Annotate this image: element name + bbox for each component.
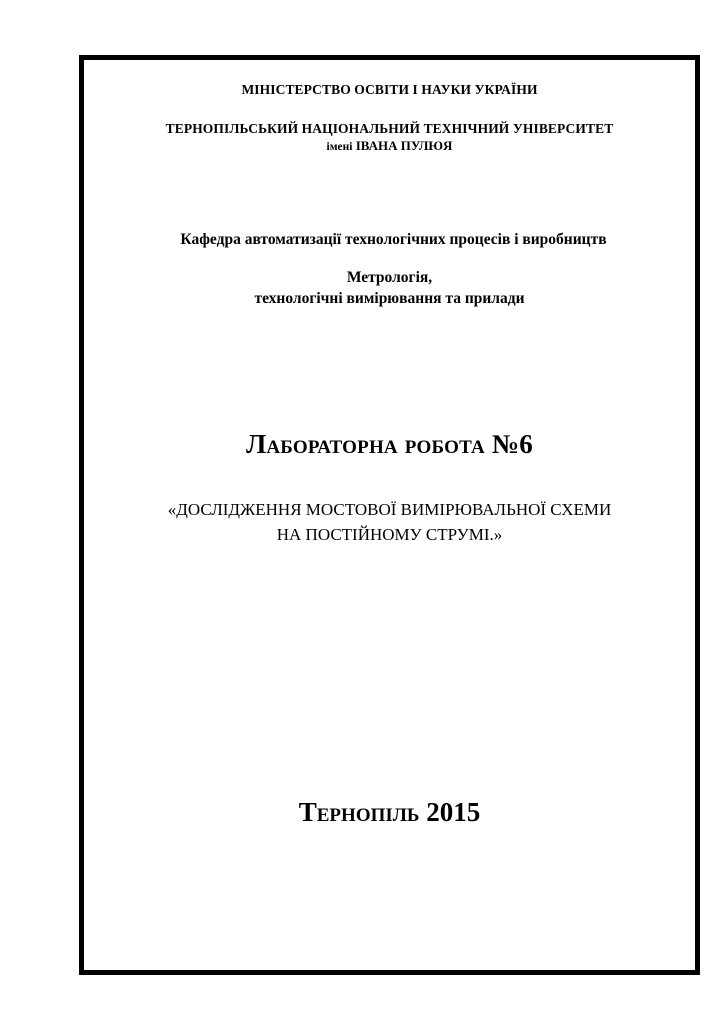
discipline-line-1: Метрологія, — [346, 269, 433, 286]
lab-topic-line-2: НА ПОСТІЙНОМУ СТРУМІ.» — [276, 525, 503, 544]
named-person: ІВАНА ПУЛЮЯ — [355, 138, 453, 153]
named-prefix: імені — [326, 141, 353, 153]
ministry-heading: МІНІСТЕРСТВО ОСВІТИ І НАУКИ УКРАЇНИ — [241, 82, 538, 97]
discipline-line-2: технологічні вимірювання та прилади — [254, 290, 525, 307]
lab-work-title-text: Лабораторна робота №6 — [246, 429, 533, 459]
university-named-after — [84, 138, 695, 154]
department-name: Кафедра автоматизації технологічних процесів і виробництв — [180, 231, 607, 248]
lab-work-title — [84, 429, 695, 460]
city-year — [84, 797, 695, 828]
lab-topic-line-1: «ДОСЛІДЖЕННЯ МОСТОВОЇ ВИМІРЮВАЛЬНОЇ СХЕМИ — [167, 500, 612, 519]
page-border — [79, 55, 700, 975]
city-year-text: Тернопіль 2015 — [298, 797, 481, 827]
university-heading: ТЕРНОПІЛЬСЬКИЙ НАЦІОНАЛЬНИЙ ТЕХНІЧНИЙ УНІВЕРСИТЕТ — [165, 121, 614, 136]
